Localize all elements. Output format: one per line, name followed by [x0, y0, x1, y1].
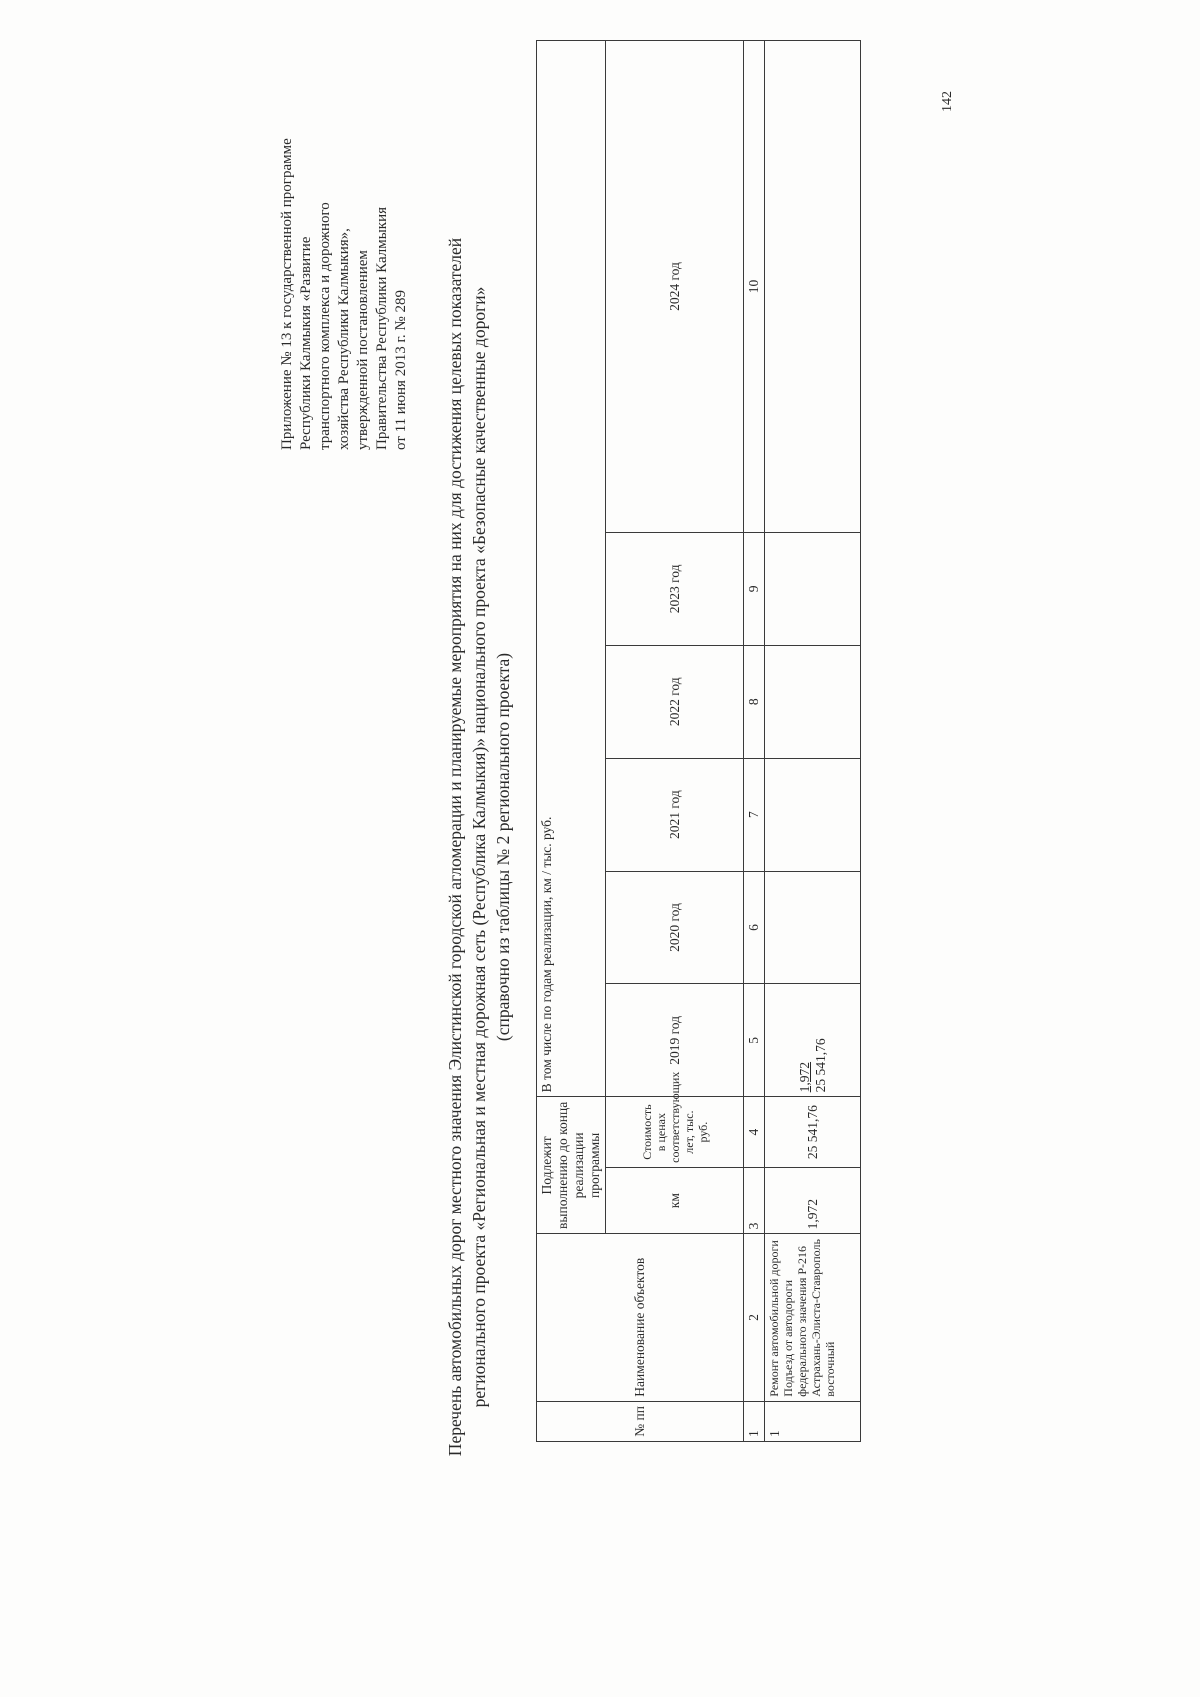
row-2021	[765, 758, 861, 871]
table-row	[765, 41, 861, 1442]
row-2020	[765, 871, 861, 984]
row-2022	[765, 645, 861, 758]
column-number: 9	[744, 532, 765, 645]
header-by-years: В том числе по годам реализации, км / тыс. руб.	[537, 41, 606, 1097]
row-km: 1,972	[765, 1167, 861, 1234]
appendix-line: Приложение № 13 к государственной программе	[279, 138, 295, 450]
column-number: 6	[744, 871, 765, 984]
page-number: 142	[940, 91, 955, 112]
appendix-line: транспортного комплекса и дорожного	[317, 202, 333, 450]
roads-table	[536, 40, 861, 1442]
column-number: 5	[744, 984, 765, 1097]
title-line: регионального проекта «Региональная и местная дорожная сеть (Республика Калмыкия)» национального проекта «Безопасные качественные дороги»	[469, 286, 489, 1408]
row-2019-cost: 25 541,76	[812, 1038, 828, 1093]
column-number: 10	[744, 41, 765, 533]
appendix-line: Республики Калмыкия «Развитие	[298, 236, 314, 450]
appendix-note	[278, 20, 411, 450]
header-name: Наименование объектов	[537, 1234, 744, 1401]
title-line: (справочно из таблицы № 2 регионального проекта)	[493, 652, 513, 1042]
row-2023	[765, 532, 861, 645]
header-km: км	[606, 1167, 744, 1234]
header-year: 2024 год	[606, 41, 744, 533]
appendix-line: Правительства Республики Калмыкия	[374, 206, 390, 450]
header-year: 2020 год	[606, 871, 744, 984]
header-num: № пп	[537, 1401, 744, 1441]
title-line: Перечень автомобильных дорог местного значения Элистинской городской агломерации и планируемые мероприятия на них для достижения целевых показателей	[445, 237, 465, 1457]
appendix-line: от 11 июня 2013 г. № 289	[393, 290, 409, 450]
header-year: 2022 год	[606, 645, 744, 758]
header-subject: Подлежит выполнению до конца реализации программы	[537, 1097, 606, 1234]
document-title	[443, 177, 515, 1517]
column-number: 1	[744, 1401, 765, 1441]
appendix-line: утвержденной постановлением	[355, 250, 371, 450]
column-number: 2	[744, 1234, 765, 1401]
row-2019-km: 1,972	[796, 1061, 812, 1093]
header-cost: Стоимость в ценах соответствующих лет, тыс. руб.	[606, 1097, 744, 1168]
row-2019	[765, 984, 861, 1097]
column-number: 4	[744, 1097, 765, 1168]
column-number: 8	[744, 645, 765, 758]
column-number-row	[744, 41, 765, 1442]
header-row	[537, 41, 606, 1442]
column-number: 3	[744, 1167, 765, 1234]
row-name: Ремонт автомобильной дороги Подъезд от автодороги федерального значения Р-216 Астрахань-Элиста-Ставрополь восточный	[765, 1234, 861, 1401]
header-year: 2019 год	[606, 984, 744, 1097]
row-2024	[765, 41, 861, 533]
row-cost: 25 541,76	[765, 1097, 861, 1168]
column-number: 7	[744, 758, 765, 871]
subheader-row	[606, 41, 744, 1442]
row-num: 1	[765, 1401, 861, 1441]
header-year: 2021 год	[606, 758, 744, 871]
appendix-line: хозяйства Республики Калмыкия»,	[336, 228, 352, 450]
header-year: 2023 год	[606, 532, 744, 645]
